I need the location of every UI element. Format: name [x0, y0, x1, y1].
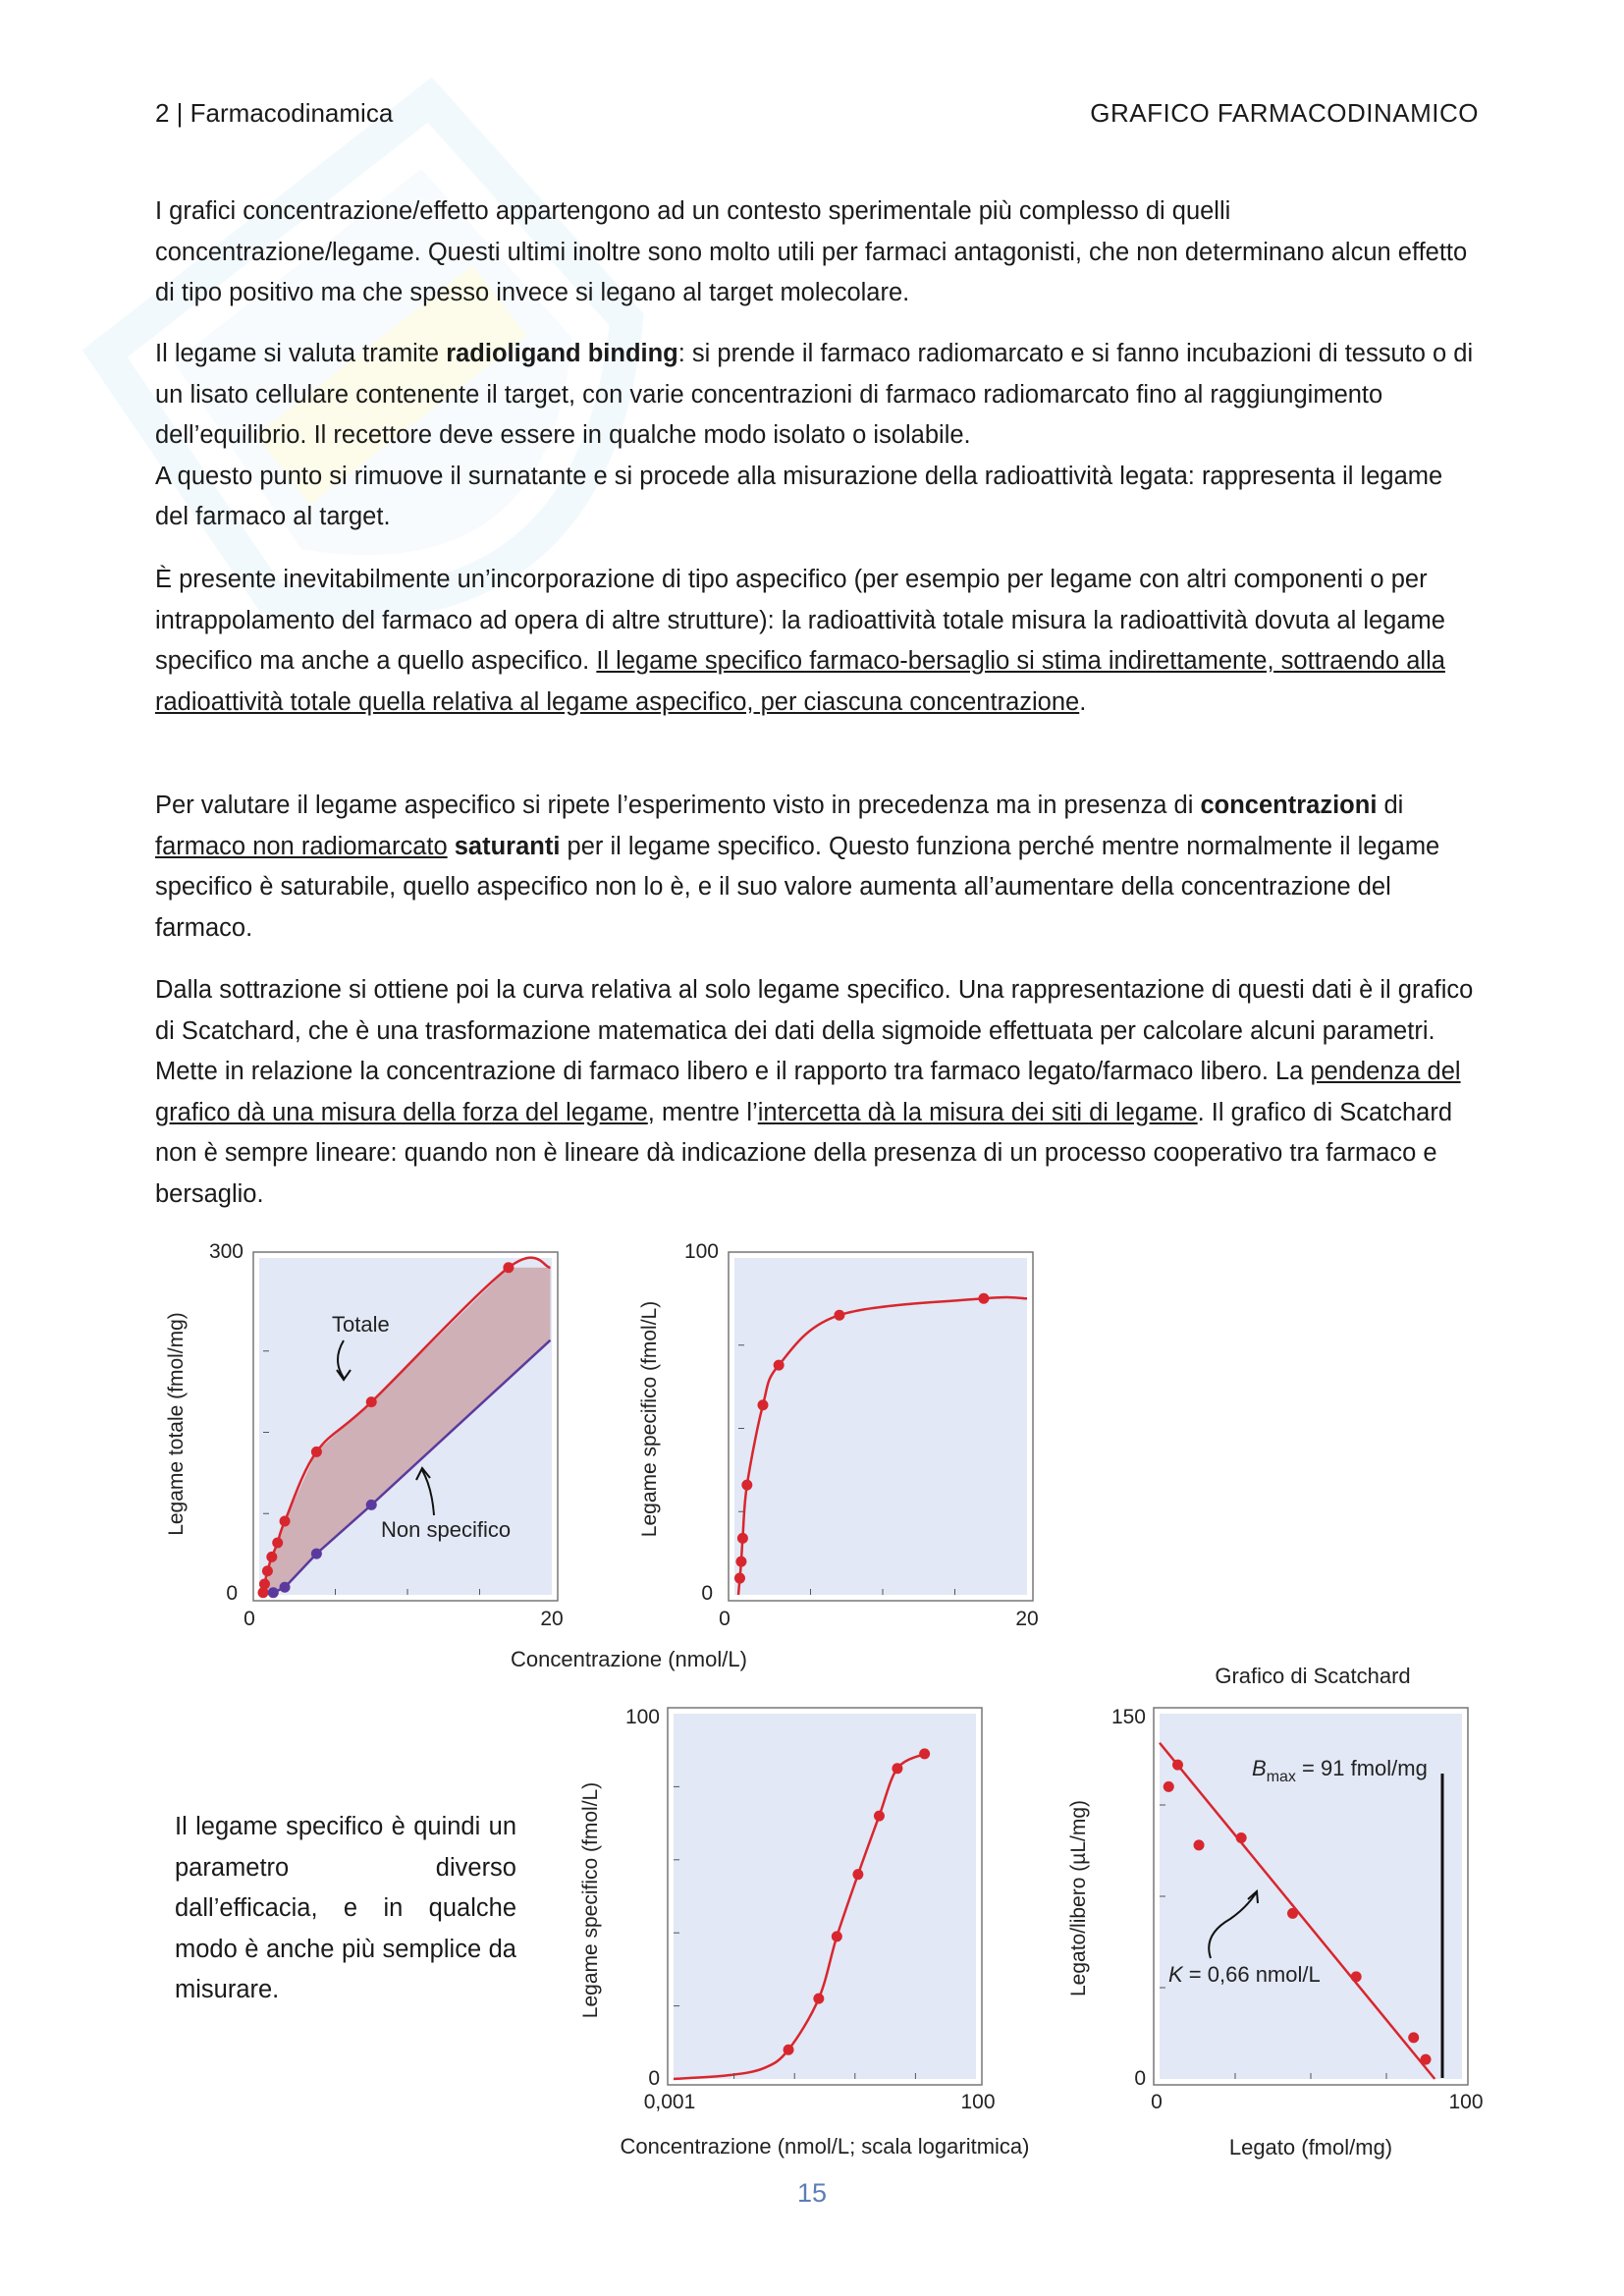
header-chapter: 2 | Farmacodinamica: [155, 98, 394, 128]
bmax-subscript: max: [1266, 1769, 1296, 1785]
scatchard-point-2: [1194, 1839, 1205, 1850]
x-tick-left: 0,001: [643, 2091, 696, 2113]
totale-point-1: [259, 1578, 270, 1589]
paragraph-1-text: I grafici concentrazione/effetto appartengono ad un contesto sperimentale più complesso di quelli concentrazione/legame. Questi ultimi inoltre sono molto utili per farmaci antagonisti, che non determinano alcun effetto di tipo positivo ma che spesso invece si legano al target molecolare.: [155, 197, 1468, 306]
y-axis-label: Legame totale (fmol/mg): [165, 1312, 188, 1536]
specifico-point-7: [978, 1293, 989, 1304]
totale-point-6: [311, 1447, 322, 1457]
specifico-point-1: [735, 1557, 746, 1567]
k-symbol: K: [1168, 1962, 1183, 1987]
totale-point-4: [272, 1538, 283, 1549]
nonspecifico-point-2: [311, 1549, 322, 1559]
paragraph-3: [155, 560, 1481, 723]
y-axis-label: Legame specifico (fmol/L): [579, 1781, 602, 2019]
paragraph-5: [155, 970, 1481, 1215]
sigmoid-point-1: [813, 1994, 824, 2004]
totale-point-7: [366, 1396, 377, 1407]
paragraph-4: [155, 786, 1481, 949]
y-tick-bottom: 0: [226, 1582, 238, 1605]
paragraph-4-text-g: per il legame specifico. Questo funziona perché mentre normalmente il legame specifico è saturabile, quello aspecifico non lo è, e il suo valore aumenta all’aumentare della concentrazione del farmaco.: [155, 832, 1440, 942]
x-tick-right: 20: [1015, 1608, 1039, 1630]
y-tick-top: 150: [1110, 1706, 1146, 1728]
totale-point-5: [280, 1515, 291, 1526]
specifico-point-2: [737, 1533, 748, 1544]
paragraph-5-text-c: , mentre l’: [647, 1098, 758, 1126]
x-tick-left: 0: [1151, 2091, 1163, 2113]
paragraph-5-text-a: Dalla sottrazione si ottiene poi la curva relativa al solo legame specifico. Una rappresentazione di questi dati è il grafico di Scatchard, che è una trasformazione matematica dei dati della sigmoide effettuata per calcolare alcuni parametri. Mette in relazione la concentrazione di farmaco libero e il rapporto tra farmaco legato/farmaco libero. La: [155, 976, 1474, 1085]
side-note: Il legame specifico è quindi un parametro diverso dall’efficacia, e in qualche modo è anche più semplice da misurare.: [175, 1813, 516, 2003]
x-axis-label: Concentrazione (nmol/L; scala logaritmica): [620, 2134, 1030, 2159]
paragraph-5-underlined-a: pendenza del grafico dà una misura della forza del legame: [155, 1058, 1461, 1126]
scatchard-point-6: [1408, 2032, 1419, 2043]
sigmoid-point-6: [919, 1748, 930, 1759]
totale-point-8: [503, 1262, 514, 1273]
paragraph-3-underlined: Il legame specifico farmaco-bersaglio si stima indirettamente, sottraendo alla radioattività totale quella relativa al legame aspecifico, per ciascuna concentrazione: [155, 647, 1445, 716]
annotation-totale: Totale: [332, 1312, 390, 1337]
y-tick-top: 300: [208, 1240, 244, 1263]
sigmoid-point-5: [892, 1763, 902, 1774]
chart-scatchard: [1056, 1658, 1507, 2165]
y-tick-bottom: 0: [1134, 2067, 1146, 2090]
paragraph-3-text-a: È presente inevitabilmente un’incorporazione di tipo aspecifico (per esempio per legame con altri componenti o per intrappolamento del farmaco ad opera di altre strutture): la radioattività totale misura la radioattività dovuta al legame specifico ma anche a quello aspecifico.: [155, 566, 1445, 675]
y-tick-bottom: 0: [648, 2067, 660, 2090]
bmax-value: = 91 fmol/mg: [1295, 1756, 1428, 1780]
scatchard-point-1: [1172, 1760, 1183, 1771]
sigmoid-point-4: [874, 1811, 885, 1822]
paragraph-2: [155, 334, 1481, 538]
x-tick-left: 0: [244, 1608, 255, 1630]
sigmoid-point-0: [784, 2045, 794, 2055]
y-tick-bottom: 0: [701, 1582, 713, 1605]
nonspecifico-point-0: [268, 1587, 279, 1598]
scatchard-point-5: [1351, 1971, 1362, 1982]
specifico-point-0: [734, 1573, 745, 1584]
scatchard-point-0: [1164, 1781, 1174, 1792]
paragraph-2-text-a: Il legame si valuta tramite: [155, 340, 447, 367]
nonspecifico-point-1: [280, 1582, 291, 1593]
paragraph-5-text-e: . Il grafico di Scatchard non è sempre lineare: quando non è lineare dà indicazione della presenza di un processo cooperativo tra farmaco e bersaglio.: [155, 1098, 1453, 1208]
x-tick-right: 100: [1448, 2091, 1484, 2113]
paragraph-1: [155, 191, 1481, 314]
paragraph-4-bold-a: concentrazioni: [1200, 792, 1378, 819]
x-tick-left: 0: [719, 1608, 731, 1630]
paragraph-4-bold-b: saturanti: [454, 832, 561, 860]
annotation-nonspecifico: Non specifico: [381, 1517, 512, 1542]
specifico-point-3: [741, 1480, 752, 1491]
page-number: 15: [796, 2178, 828, 2208]
x-tick-right: 100: [960, 2091, 996, 2113]
chart-legame-totale: [147, 1223, 579, 1635]
paragraph-4-underlined: farmaco non radiomarcato: [155, 832, 448, 860]
totale-point-2: [262, 1565, 273, 1576]
scatchard-point-3: [1236, 1832, 1247, 1843]
y-tick-top: 100: [624, 1706, 660, 1728]
k-value: = 0,66 nmol/L: [1182, 1962, 1321, 1987]
chart-legame-specifico: [511, 1223, 1060, 1684]
paragraph-2-text-d: A questo punto si rimuove il surnatante e si procede alla misurazione della radioattività legata: rappresenta il legame del farmaco al target.: [155, 462, 1443, 530]
chart-title: Grafico di Scatchard: [1215, 1664, 1411, 1688]
paragraph-3-text-c: .: [1079, 687, 1087, 716]
header-section-title: GRAFICO FARMACODINAMICO: [1090, 98, 1479, 128]
x-axis-label: Legato (fmol/mg): [1228, 2135, 1393, 2159]
paragraph-4-text-e: [448, 833, 455, 860]
x-tick-right: 20: [540, 1608, 564, 1630]
scatchard-point-4: [1287, 1908, 1298, 1919]
paragraph-4-text-c: di: [1377, 792, 1404, 819]
scatchard-point-7: [1421, 2054, 1432, 2065]
specifico-point-5: [774, 1360, 785, 1371]
paragraph-4-text-a: Per valutare il legame aspecifico si ripete l’esperimento visto in precedenza ma in presenza di: [155, 792, 1201, 819]
nonspecifico-point-3: [366, 1500, 377, 1510]
chart-legame-logaritmico: [569, 1694, 1080, 2165]
specifico-point-4: [757, 1399, 768, 1410]
x-axis-label: Concentrazione (nmol/L): [511, 1647, 747, 1671]
y-axis-label: Legato/libero (µL/mg): [1067, 1799, 1090, 1997]
specifico-point-6: [834, 1310, 844, 1321]
y-tick-top: 100: [683, 1240, 719, 1263]
totale-point-3: [266, 1552, 277, 1562]
paragraph-2-bold: radioligand binding: [446, 340, 678, 367]
paragraph-2-text-c: : si prende il farmaco radiomarcato e si fanno incubazioni di tessuto o di un lisato cellulare contenente il target, con varie concentrazioni di farmaco radiomarcato fino al raggiungimento dell’equilibrio. Il recettore deve essere in qualche modo isolato o isolabile.: [155, 340, 1474, 449]
k-annotation: [1168, 1962, 1321, 1987]
sigmoid-point-2: [832, 1931, 842, 1941]
y-axis-label: Legame specifico (fmol/L): [638, 1300, 661, 1538]
paragraph-5-underlined-b: intercetta dà la misura dei siti di legame: [757, 1098, 1198, 1126]
sigmoid-point-3: [852, 1869, 863, 1880]
bmax-symbol: B: [1252, 1756, 1267, 1780]
